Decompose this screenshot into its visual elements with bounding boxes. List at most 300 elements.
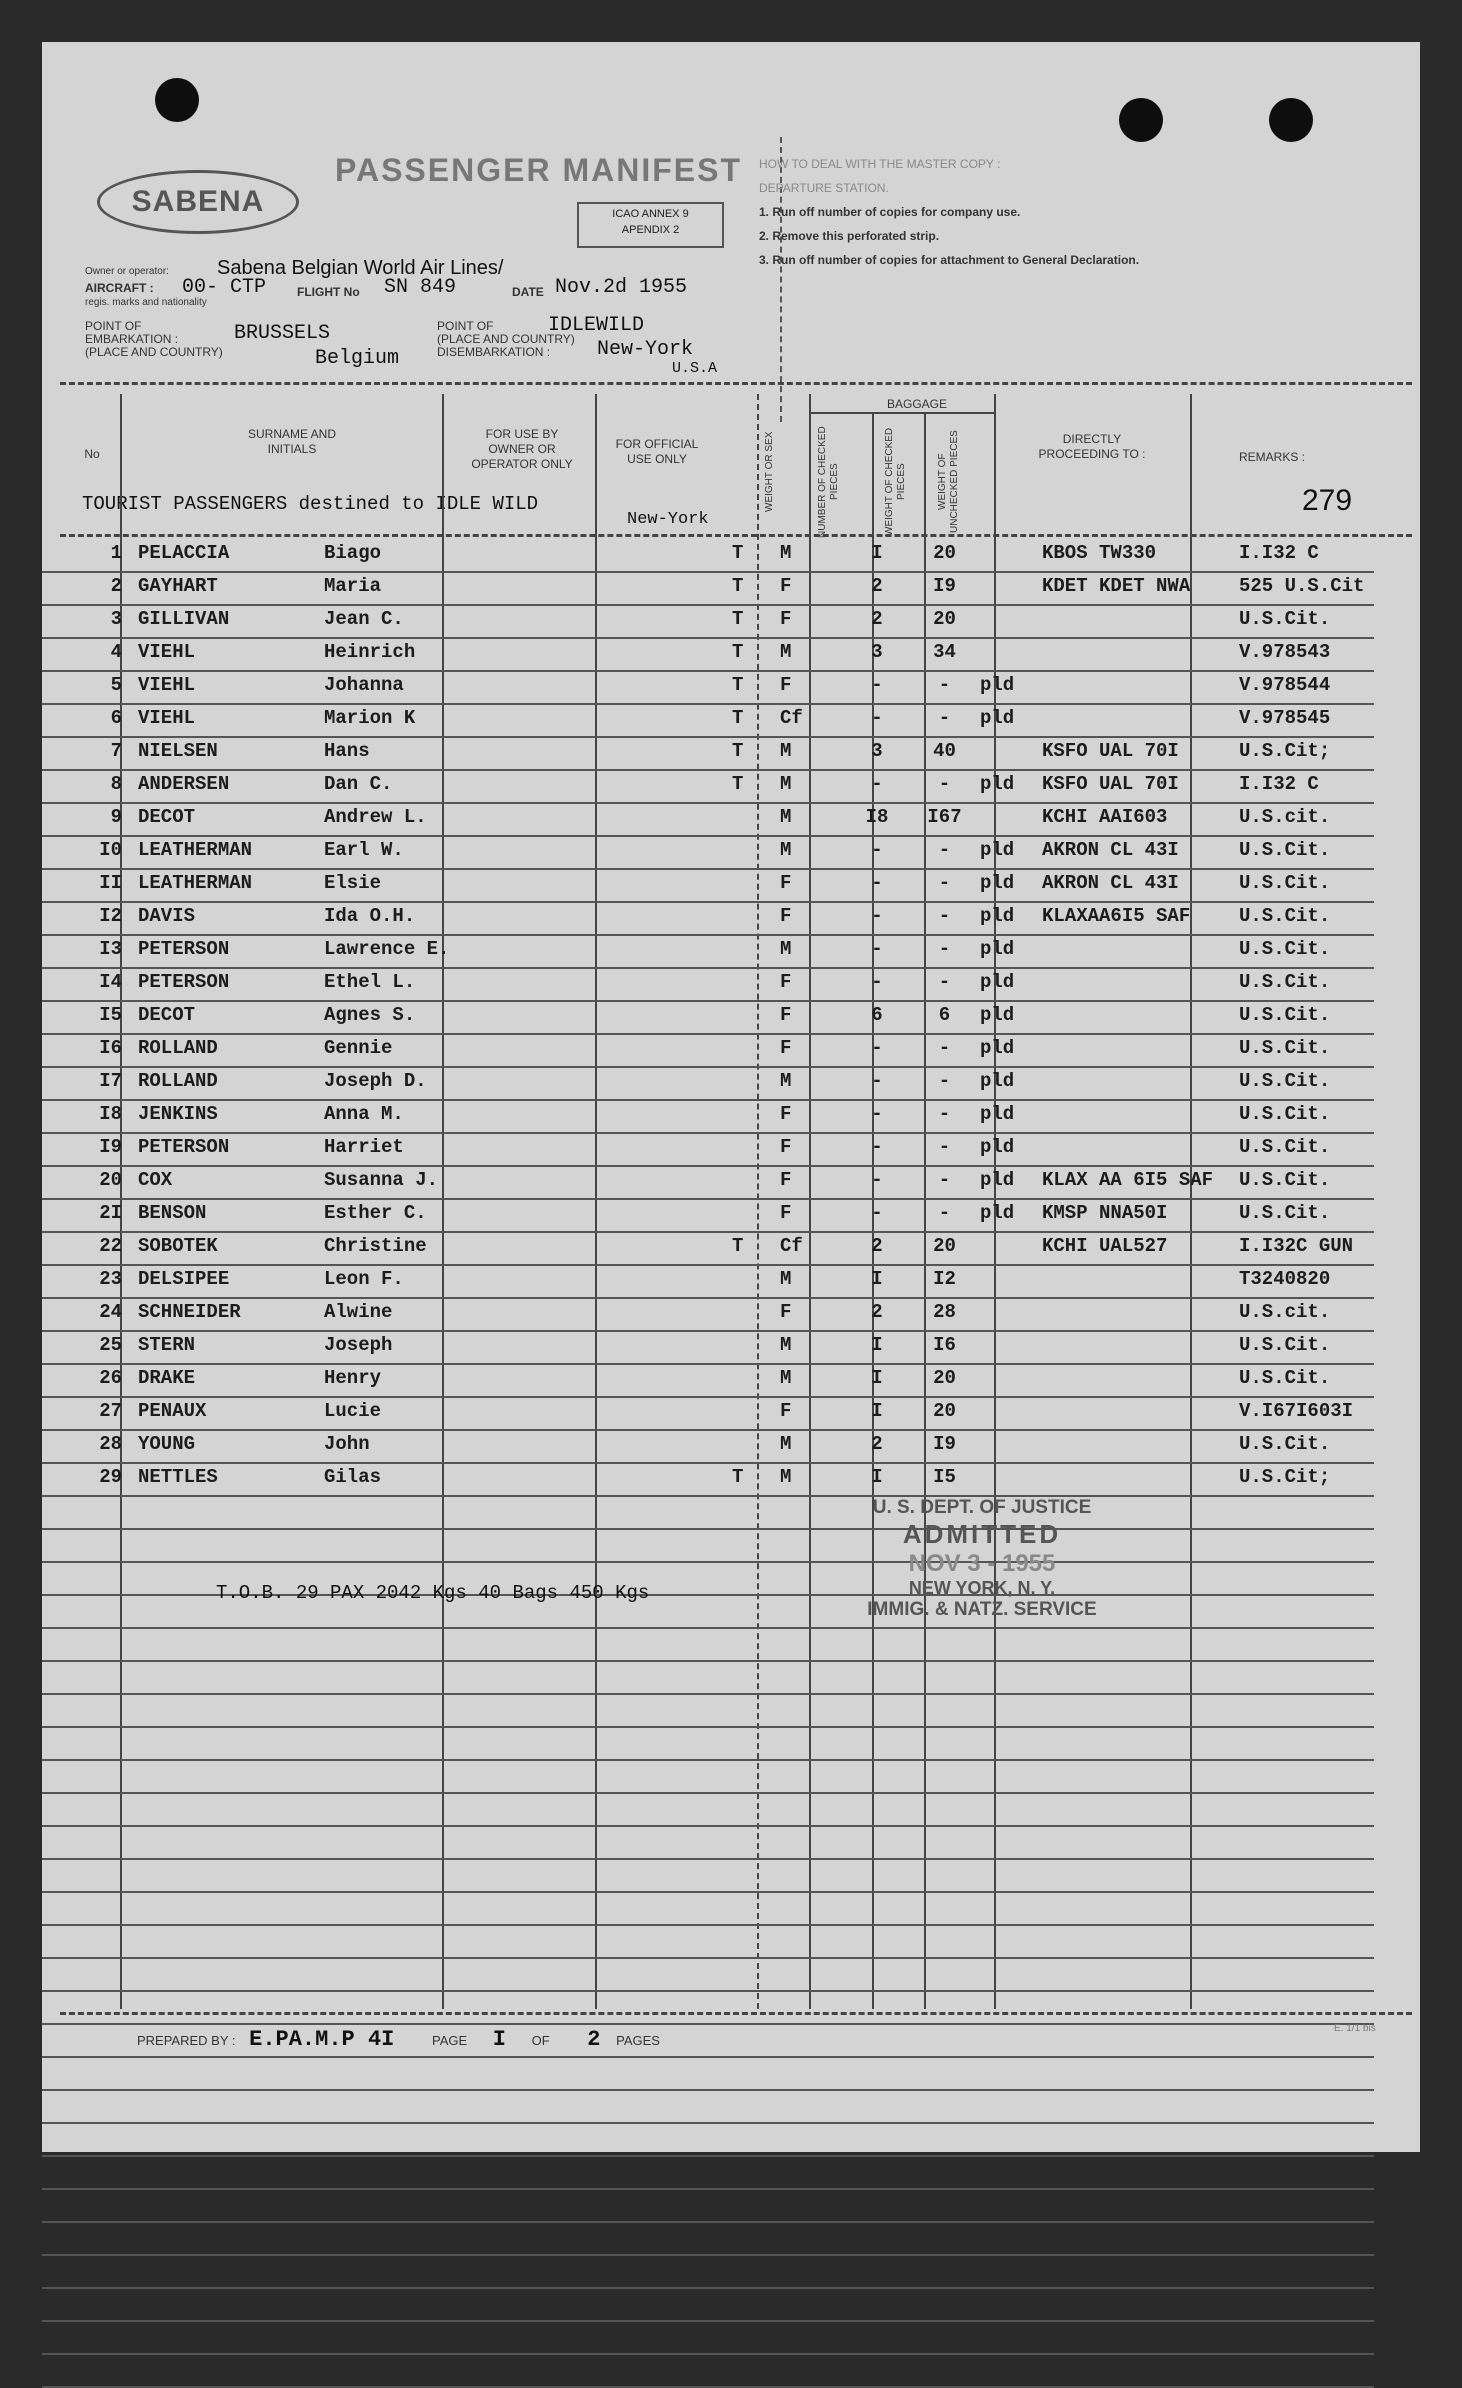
- cell-surname: DAVIS: [138, 905, 196, 927]
- cell-cls: T: [732, 1466, 744, 1488]
- cell-proceeding: AKRON CL 43I: [1042, 839, 1179, 861]
- table-row: [42, 736, 1374, 771]
- blank-row: [42, 1957, 1374, 1992]
- cell-remarks: V.978545: [1239, 707, 1331, 729]
- cell-weight: I9: [933, 1433, 956, 1455]
- cell-weight: 28: [933, 1301, 956, 1323]
- cell-pieces: -: [871, 1202, 883, 1224]
- cell-pieces: -: [871, 773, 883, 795]
- cell-pieces: -: [871, 971, 883, 993]
- disembark-label: (PLACE AND COUNTRY): [437, 332, 575, 346]
- cell-given: Lucie: [324, 1400, 382, 1422]
- cell-no: 24: [99, 1301, 122, 1323]
- of-label: OF: [531, 2033, 550, 2048]
- cell-no: II: [99, 872, 122, 894]
- col-proceeding: DIRECTLY PROCEEDING TO :: [1038, 432, 1146, 461]
- cell-pieces: 2: [871, 1301, 883, 1323]
- footer-divider: [60, 2012, 1412, 2015]
- cell-remarks: I.I32C GUN: [1239, 1235, 1354, 1257]
- cell-weight: -: [938, 674, 951, 696]
- cell-unchecked: pld: [980, 971, 1015, 993]
- table-row: [42, 670, 1374, 705]
- cell-pieces: 6: [871, 1004, 883, 1026]
- cell-weight: -: [938, 773, 951, 795]
- blank-row: [42, 1990, 1374, 2025]
- cell-surname: PETERSON: [138, 938, 230, 960]
- blank-row: [42, 2287, 1374, 2322]
- table-row: [42, 604, 1374, 639]
- cell-sex: M: [780, 1367, 792, 1389]
- cell-cls: T: [732, 542, 744, 564]
- form-code: E. 1/1 bis: [1334, 2023, 1376, 2034]
- cell-pieces: 2: [871, 575, 883, 597]
- cell-sex: F: [780, 1136, 792, 1158]
- icao-box: [577, 202, 724, 248]
- cell-weight: -: [938, 1037, 951, 1059]
- cell-surname: DRAKE: [138, 1367, 196, 1389]
- table-row: [42, 1297, 1374, 1332]
- cell-surname: VIEHL: [138, 641, 196, 663]
- cell-unchecked: pld: [980, 1037, 1015, 1059]
- blank-row: [42, 2221, 1374, 2256]
- blank-row: [42, 2122, 1374, 2157]
- col-owner-use: FOR USE BY OWNER OR OPERATOR ONLY: [471, 427, 573, 471]
- cell-no: 29: [99, 1466, 122, 1488]
- cell-sex: M: [780, 938, 792, 960]
- cell-no: 22: [99, 1235, 122, 1257]
- cell-remarks: U.S.Cit.: [1239, 1103, 1331, 1125]
- cell-given: Esther C.: [324, 1202, 427, 1224]
- cell-cls: T: [732, 674, 744, 696]
- cell-given: Henry: [324, 1367, 382, 1389]
- blank-row: [42, 2353, 1374, 2388]
- table-row: [42, 538, 1374, 573]
- cell-surname: JENKINS: [138, 1103, 218, 1125]
- cell-remarks: U.S.Cit.: [1239, 872, 1331, 894]
- cell-cls: T: [732, 641, 744, 663]
- blank-row: [42, 1924, 1374, 1959]
- cell-given: Dan C.: [324, 773, 393, 795]
- cell-pieces: -: [871, 1070, 883, 1092]
- cell-sex: F: [780, 674, 792, 696]
- blank-row: [42, 1891, 1374, 1926]
- cell-proceeding: AKRON CL 43I: [1042, 872, 1179, 894]
- aircraft-sub-label: regis. marks and nationality: [85, 297, 207, 308]
- table-header-divider: [60, 534, 1412, 537]
- prepared-label: PREPARED BY :: [137, 2033, 236, 2048]
- cell-remarks: U.S.Cit.: [1239, 1367, 1331, 1389]
- manifest-sheet: [42, 42, 1420, 2152]
- cell-remarks: V.978544: [1239, 674, 1331, 696]
- blank-row: [42, 2320, 1374, 2355]
- col-surname: SURNAME AND INITIALS: [247, 427, 336, 456]
- cell-pieces: -: [871, 872, 883, 894]
- cell-sex: F: [780, 971, 792, 993]
- totals-line: T.O.B. 29 PAX 2042 Kgs 40 Bags 450 Kgs: [216, 1582, 650, 1604]
- cell-pieces: I: [871, 1400, 883, 1422]
- cell-pieces: I: [871, 1367, 883, 1389]
- cell-remarks: 525 U.S.Cit: [1239, 575, 1365, 597]
- punch-hole: [1119, 98, 1163, 142]
- cell-no: 25: [99, 1334, 122, 1356]
- cell-no: 6: [110, 707, 122, 729]
- cell-cls: T: [732, 740, 744, 762]
- cell-weight: -: [938, 1136, 951, 1158]
- cell-unchecked: pld: [980, 1103, 1015, 1125]
- cell-pieces: -: [871, 905, 883, 927]
- cell-remarks: U.S.Cit.: [1239, 938, 1331, 960]
- cell-given: Elsie: [324, 872, 382, 894]
- table-row: [42, 1396, 1374, 1431]
- disembark-city: IDLEWILD: [548, 314, 645, 337]
- cell-weight: I67: [927, 806, 962, 828]
- cell-proceeding: KBOS TW330: [1042, 542, 1157, 564]
- cell-weight: -: [938, 938, 951, 960]
- cell-remarks: U.S.Cit.: [1239, 608, 1331, 630]
- cell-proceeding: KMSP NNA50I: [1042, 1202, 1168, 1224]
- cell-surname: SOBOTEK: [138, 1235, 218, 1257]
- cell-sex: F: [780, 872, 792, 894]
- table-row: [42, 571, 1374, 606]
- cell-surname: LEATHERMAN: [138, 839, 253, 861]
- cell-sex: M: [780, 1070, 792, 1092]
- cell-remarks: U.S.Cit.: [1239, 839, 1331, 861]
- cell-remarks: U.S.Cit;: [1239, 740, 1331, 762]
- blank-row: [42, 1858, 1374, 1893]
- col-baggage: BAGGAGE: [886, 397, 948, 411]
- cell-sex: F: [780, 1103, 792, 1125]
- cell-proceeding: KCHI AAI603: [1042, 806, 1168, 828]
- blank-row: [42, 1792, 1374, 1827]
- cell-surname: PETERSON: [138, 971, 230, 993]
- cell-no: I4: [99, 971, 122, 993]
- cell-surname: PELACCIA: [138, 542, 230, 564]
- table-row: [42, 1165, 1374, 1200]
- cell-pieces: -: [871, 1037, 883, 1059]
- blank-row: [42, 1660, 1374, 1695]
- cell-surname: ANDERSEN: [138, 773, 230, 795]
- embark-label: (PLACE AND COUNTRY): [85, 345, 223, 359]
- cell-cls: T: [732, 608, 744, 630]
- cell-proceeding: KCHI UAL527: [1042, 1235, 1168, 1257]
- cell-weight: -: [938, 971, 951, 993]
- cell-sex: F: [780, 905, 792, 927]
- page-label: PAGE: [431, 2033, 468, 2048]
- table-row: [42, 934, 1374, 969]
- stamp-line-4: NEW YORK, N. Y.: [908, 1578, 1056, 1598]
- cell-weight: 20: [933, 542, 956, 564]
- blank-row: [42, 1726, 1374, 1761]
- cell-sex: Cf: [780, 707, 803, 729]
- cell-sex: M: [780, 641, 792, 663]
- cell-remarks: U.S.cit.: [1239, 806, 1331, 828]
- cell-pieces: 2: [871, 1433, 883, 1455]
- blank-row: [42, 1825, 1374, 1860]
- table-row: [42, 703, 1374, 738]
- cell-weight: I2: [933, 1268, 956, 1290]
- cell-given: Alwine: [324, 1301, 393, 1323]
- cell-surname: VIEHL: [138, 674, 196, 696]
- cell-given: Heinrich: [324, 641, 416, 663]
- cell-proceeding: KLAXAA6I5 SAF: [1042, 905, 1191, 927]
- embark-label: EMBARKATION :: [85, 332, 179, 346]
- table-row: [42, 1000, 1374, 1035]
- sabena-logo: SABENA: [97, 170, 299, 234]
- cell-no: 1: [110, 542, 122, 564]
- embark-city: BRUSSELS: [234, 322, 331, 345]
- cell-weight: I6: [933, 1334, 956, 1356]
- stamp-line-1: U. S. DEPT. OF JUSTICE: [872, 1497, 1092, 1518]
- cell-sex: F: [780, 1301, 792, 1323]
- cell-sex: M: [780, 1466, 792, 1488]
- cell-given: Lawrence E.: [324, 938, 450, 960]
- col-official-use: FOR OFFICIAL USE ONLY: [615, 437, 699, 466]
- blank-row: [42, 1528, 1374, 1563]
- cell-sex: M: [780, 806, 792, 828]
- cell-pieces: -: [871, 707, 883, 729]
- cell-no: I8: [99, 1103, 122, 1125]
- page-stamp-number: 279: [1302, 484, 1353, 517]
- cell-weight: -: [938, 872, 951, 894]
- cell-sex: M: [780, 1433, 792, 1455]
- cell-surname: VIEHL: [138, 707, 196, 729]
- cell-surname: YOUNG: [138, 1433, 196, 1455]
- cell-weight: I5: [933, 1466, 956, 1488]
- table-row: [42, 1231, 1374, 1266]
- cell-remarks: U.S.Cit.: [1239, 905, 1331, 927]
- cell-sex: F: [780, 608, 792, 630]
- cell-given: Hans: [324, 740, 370, 762]
- cell-surname: COX: [138, 1169, 173, 1191]
- cell-unchecked: pld: [980, 872, 1015, 894]
- disembark-label: POINT OF: [437, 319, 494, 333]
- cell-remarks: U.S.cit.: [1239, 1301, 1331, 1323]
- cell-surname: ROLLAND: [138, 1070, 218, 1092]
- cell-weight: 20: [933, 1400, 956, 1422]
- cell-proceeding: KSFO UAL 70I: [1042, 773, 1179, 795]
- cell-weight: I9: [933, 575, 956, 597]
- tourist-line: TOURIST PASSENGERS destined to IDLE WILD: [82, 493, 539, 515]
- cell-given: Johanna: [324, 674, 404, 696]
- blank-row: [42, 2188, 1374, 2223]
- cell-weight: -: [938, 905, 951, 927]
- blank-row: [42, 1627, 1374, 1662]
- cell-given: Harriet: [324, 1136, 404, 1158]
- cell-surname: NETTLES: [138, 1466, 218, 1488]
- stamp-line-3: NOV 3 - 1955: [908, 1550, 1056, 1577]
- prepared-value: E.PA.M.P 4I: [249, 2027, 395, 2052]
- cell-given: Biago: [324, 542, 382, 564]
- document-title: PASSENGER MANIFEST: [335, 152, 742, 188]
- cell-no: 7: [110, 740, 122, 762]
- cell-remarks: U.S.Cit.: [1239, 1070, 1331, 1092]
- cell-unchecked: pld: [980, 938, 1015, 960]
- cell-given: John: [324, 1433, 370, 1455]
- cell-no: I6: [99, 1037, 122, 1059]
- cell-weight: 6: [938, 1004, 951, 1026]
- cell-pieces: 3: [871, 641, 883, 663]
- date-value: Nov.2d 1955: [555, 276, 688, 299]
- cell-unchecked: pld: [980, 1202, 1015, 1224]
- cell-proceeding: KSFO UAL 70I: [1042, 740, 1179, 762]
- table-row: [42, 1363, 1374, 1398]
- aircraft-value: 00- CTP: [182, 276, 267, 299]
- instruction-line: 2. Remove this perforated strip.: [759, 229, 940, 243]
- cell-sex: Cf: [780, 1235, 803, 1257]
- cell-unchecked: pld: [980, 707, 1015, 729]
- table-row: [42, 802, 1374, 837]
- cell-sex: M: [780, 773, 792, 795]
- cell-no: I0: [99, 839, 122, 861]
- cell-remarks: I.I32 C: [1239, 773, 1319, 795]
- cell-sex: F: [780, 1169, 792, 1191]
- table-row: [42, 1429, 1374, 1464]
- page-value: I: [492, 2027, 506, 2052]
- instruction-line: DEPARTURE STATION.: [759, 181, 889, 195]
- disembark-place: New-York: [597, 338, 694, 361]
- cell-surname: PENAUX: [138, 1400, 207, 1422]
- of-value: 2: [587, 2027, 601, 2052]
- cell-weight: 20: [933, 1367, 956, 1389]
- cell-given: Ethel L.: [324, 971, 416, 993]
- cell-pieces: -: [871, 1103, 883, 1125]
- cell-no: 26: [99, 1367, 122, 1389]
- table-row: [42, 1132, 1374, 1167]
- cell-unchecked: pld: [980, 1169, 1015, 1191]
- cell-no: 5: [110, 674, 122, 696]
- cell-sex: F: [780, 1202, 792, 1224]
- table-row: [42, 769, 1374, 804]
- cell-given: Gilas: [324, 1466, 382, 1488]
- flight-label: FLIGHT No: [297, 285, 360, 299]
- disembark-label: DISEMBARKATION :: [437, 345, 551, 359]
- disembark-country: U.S.A: [672, 360, 718, 377]
- cell-surname: BENSON: [138, 1202, 207, 1224]
- cell-weight: -: [938, 1169, 951, 1191]
- col-unchecked: WEIGHT OF UNCHECKED PIECES: [937, 430, 960, 534]
- cell-no: I7: [99, 1070, 122, 1092]
- cell-weight: 34: [933, 641, 956, 663]
- cell-no: I3: [99, 938, 122, 960]
- cell-given: Maria: [324, 575, 382, 597]
- col-weight-sex: WEIGHT OR SEX: [764, 431, 775, 513]
- punch-hole: [1269, 98, 1313, 142]
- cell-no: 8: [110, 773, 122, 795]
- cell-unchecked: pld: [980, 1136, 1015, 1158]
- cell-weight: -: [938, 1070, 951, 1092]
- cell-pieces: I8: [865, 806, 889, 828]
- cell-given: Agnes S.: [324, 1004, 416, 1026]
- col-remarks: REMARKS :: [1238, 450, 1305, 464]
- table-row: [42, 1330, 1374, 1365]
- cell-unchecked: pld: [980, 905, 1015, 927]
- date-label: DATE: [512, 285, 544, 299]
- cell-remarks: U.S.Cit.: [1239, 971, 1331, 993]
- cell-cls: T: [732, 575, 744, 597]
- cell-surname: NIELSEN: [138, 740, 218, 762]
- cell-sex: M: [780, 1268, 792, 1290]
- aircraft-label: AIRCRAFT :: [85, 281, 154, 295]
- flight-value: SN 849: [384, 276, 457, 299]
- table-row: [42, 1099, 1374, 1134]
- col-no: No: [84, 447, 100, 461]
- blank-row: [42, 2254, 1374, 2289]
- cell-no: I2: [99, 905, 122, 927]
- cell-surname: DECOT: [138, 1004, 196, 1026]
- cell-pieces: I: [871, 1466, 883, 1488]
- cell-weight: 20: [933, 1235, 956, 1257]
- tourist-place: New-York: [627, 510, 709, 529]
- cell-weight: 20: [933, 608, 956, 630]
- cell-weight: -: [938, 1202, 951, 1224]
- cell-given: Earl W.: [324, 839, 404, 861]
- cell-given: Anna M.: [324, 1103, 404, 1125]
- cell-pieces: -: [871, 674, 883, 696]
- cell-remarks: U.S.Cit.: [1239, 1433, 1331, 1455]
- cell-unchecked: pld: [980, 839, 1015, 861]
- cell-remarks: U.S.Cit.: [1239, 1004, 1331, 1026]
- cell-sex: M: [780, 740, 792, 762]
- table-row: [42, 637, 1374, 672]
- cell-remarks: U.S.Cit.: [1239, 1169, 1331, 1191]
- cell-cls: T: [732, 773, 744, 795]
- table-row: [42, 901, 1374, 936]
- blank-row: [42, 2056, 1374, 2091]
- table-row: [42, 868, 1374, 903]
- cell-pieces: -: [871, 938, 883, 960]
- cell-pieces: -: [871, 839, 883, 861]
- icao-line-1: ICAO ANNEX 9: [612, 208, 689, 220]
- cell-remarks: T3240820: [1239, 1268, 1331, 1290]
- cell-pieces: 3: [871, 740, 883, 762]
- cell-sex: F: [780, 1400, 792, 1422]
- blank-row: [42, 1759, 1374, 1794]
- cell-remarks: V.I67I603I: [1239, 1400, 1354, 1422]
- cell-surname: DELSIPEE: [138, 1268, 230, 1290]
- table-row: [42, 1462, 1374, 1497]
- cell-surname: ROLLAND: [138, 1037, 218, 1059]
- stamp-line-2: ADMITTED: [902, 1519, 1062, 1549]
- cell-no: I5: [99, 1004, 122, 1026]
- cell-remarks: V.978543: [1239, 641, 1331, 663]
- table-row: [42, 835, 1374, 870]
- cell-surname: LEATHERMAN: [138, 872, 253, 894]
- col-checked-pieces: NUMBER OF CHECKED PIECES: [817, 426, 840, 538]
- instruction-line: HOW TO DEAL WITH THE MASTER COPY :: [759, 157, 1001, 171]
- embark-label: POINT OF: [85, 319, 142, 333]
- footer: [137, 2027, 660, 2052]
- cell-weight: 40: [933, 740, 956, 762]
- cell-surname: DECOT: [138, 806, 196, 828]
- cell-surname: SCHNEIDER: [138, 1301, 241, 1323]
- cell-unchecked: pld: [980, 773, 1015, 795]
- cell-sex: F: [780, 575, 792, 597]
- cell-pieces: I: [871, 1334, 883, 1356]
- cell-remarks: U.S.Cit.: [1239, 1136, 1331, 1158]
- table-row: [42, 1033, 1374, 1068]
- cell-pieces: -: [871, 1136, 883, 1158]
- cell-weight: -: [938, 1103, 951, 1125]
- cell-pieces: I: [871, 1268, 883, 1290]
- blank-row: [42, 2089, 1374, 2124]
- cell-proceeding: KDET KDET NWA: [1042, 575, 1191, 597]
- cell-remarks: I.I32 C: [1239, 542, 1319, 564]
- cell-sex: F: [780, 1037, 792, 1059]
- blank-row: [42, 1693, 1374, 1728]
- cell-given: Susanna J.: [324, 1169, 439, 1191]
- cell-unchecked: pld: [980, 1004, 1015, 1026]
- cell-given: Joseph: [324, 1334, 393, 1356]
